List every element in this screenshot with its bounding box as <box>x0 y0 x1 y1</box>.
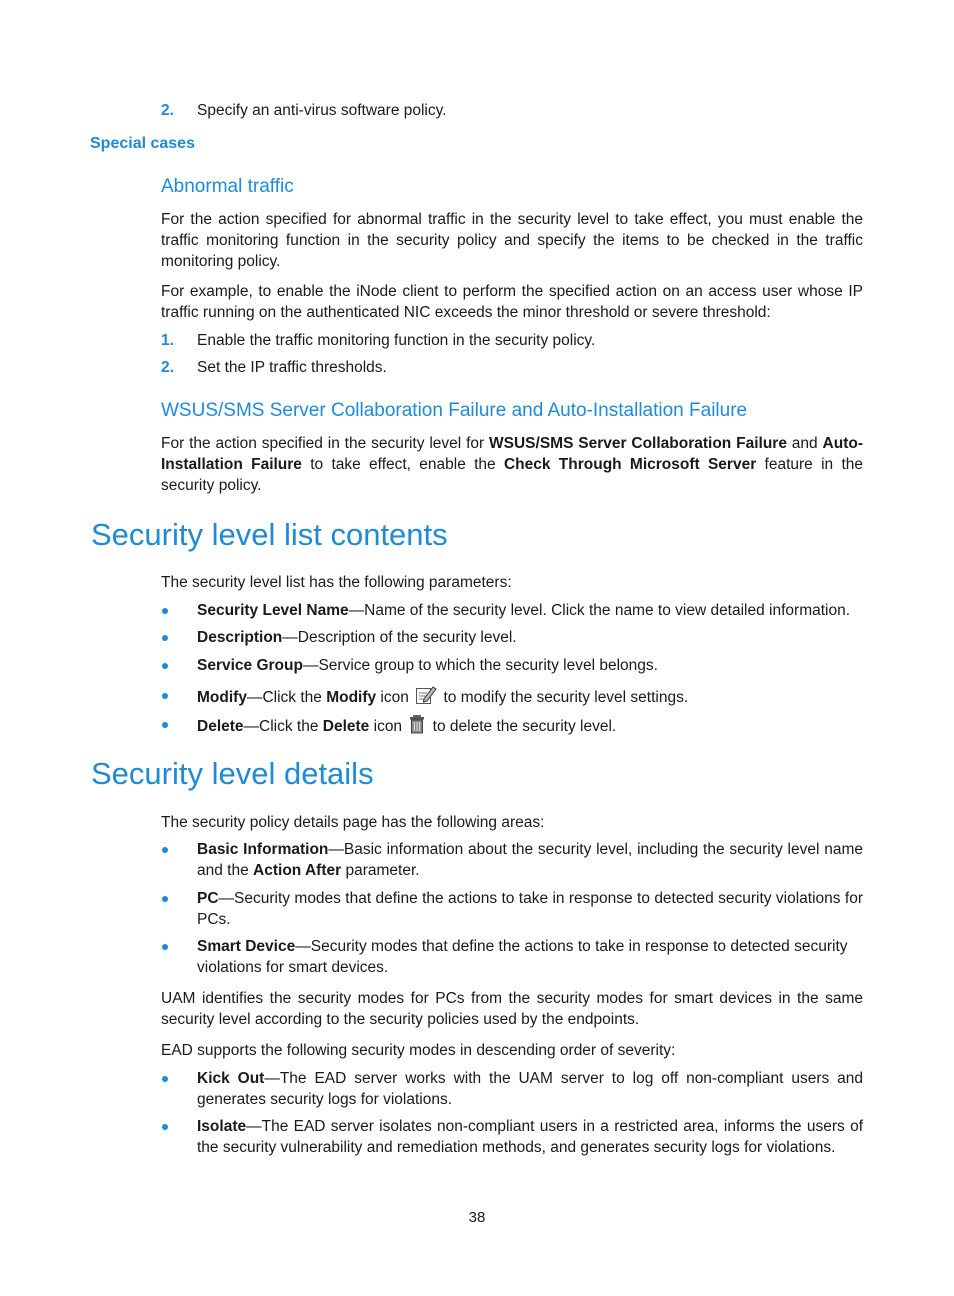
page-number: 38 <box>468 1209 486 1226</box>
abnormal-paragraph-1: For the action specified for abnormal traffic in the security level to take effect, you must enable the traffic monitoring function in the security policy and specify the items to be checked in the traffic monitoring policy. <box>161 211 863 270</box>
bullet <box>162 693 168 699</box>
abnormal-paragraph-2: For example, to enable the iNode client to perform the specified action on an access user whose IP traffic running on the authenticated NIC exceeds the minor threshold or severe threshold: <box>161 283 863 321</box>
bullet <box>162 1124 168 1130</box>
ead-paragraph: EAD supports the following security modes in descending order of severity: <box>161 1042 676 1059</box>
list-item: Basic Information—Basic information about the security level, including the security level name and the Action After parameter. <box>197 841 863 879</box>
trash-icon <box>408 714 426 740</box>
list-item: Description—Description of the security level. <box>197 629 517 646</box>
modify-icon <box>415 685 437 711</box>
step-number: 2. <box>161 359 174 376</box>
bullet <box>162 1076 168 1082</box>
list-contents-intro: The security level list has the following parameters: <box>161 574 512 591</box>
step-text: Specify an anti-virus software policy. <box>197 102 447 119</box>
wsus-paragraph: For the action specified in the security level for WSUS/SMS Server Collaboration Failure and Auto-Installation Failure to take effect, enable the Check Through Microsoft Server feature in the security policy. <box>161 435 863 494</box>
wsus-heading: WSUS/SMS Server Collaboration Failure and Auto-Installation Failure <box>161 400 748 421</box>
bullet <box>162 635 168 641</box>
bullet <box>162 896 168 902</box>
list-item-delete: Delete—Click the Delete icon to delete the security level. <box>197 714 863 740</box>
list-item: Service Group—Service group to which the security level belongs. <box>197 657 658 674</box>
details-intro: The security policy details page has the following areas: <box>161 814 545 831</box>
step-text: Enable the traffic monitoring function in the security policy. <box>197 332 596 349</box>
bullet <box>162 663 168 669</box>
step-number: 1. <box>161 332 174 349</box>
step-number: 2. <box>161 102 174 119</box>
details-heading: Security level details <box>91 756 374 791</box>
list-item: Kick Out—The EAD server works with the UAM server to log off non-compliant users and generates security logs for violations. <box>197 1070 863 1108</box>
list-item: Isolate—The EAD server isolates non-compliant users in a restricted area, informs the users of the security vulnerability and remediation methods, and generates security logs for violations. <box>197 1118 863 1156</box>
list-item: Smart Device—Security modes that define the actions to take in response to detected security violations for smart devices. <box>197 938 848 976</box>
abnormal-traffic-heading: Abnormal traffic <box>161 176 294 197</box>
list-item: Security Level Name—Name of the security level. Click the name to view detailed information. <box>197 602 851 619</box>
step-text: Set the IP traffic thresholds. <box>197 359 387 376</box>
uam-paragraph: UAM identifies the security modes for PCs from the security modes for smart devices in the same security level according to the security policies used by the endpoints. <box>161 990 863 1028</box>
list-contents-heading: Security level list contents <box>91 517 448 552</box>
special-cases-heading: Special cases <box>90 135 195 152</box>
list-item: PC—Security modes that define the actions to take in response to detected security violations for PCs. <box>197 890 863 928</box>
list-item-modify: Modify—Click the Modify icon to modify the security level settings. <box>197 685 863 711</box>
bullet <box>162 722 168 728</box>
bullet <box>162 608 168 614</box>
bullet <box>162 944 168 950</box>
bullet <box>162 847 168 853</box>
